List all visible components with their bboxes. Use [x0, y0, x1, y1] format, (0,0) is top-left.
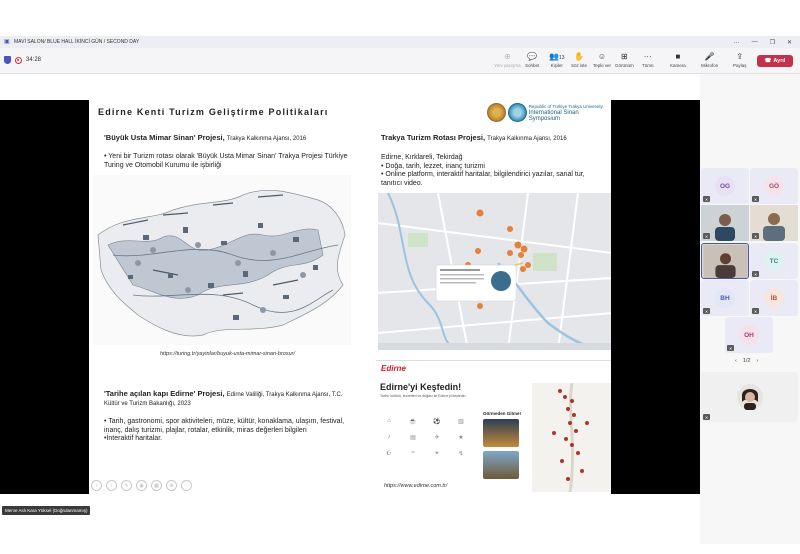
website-url: https://www.edirne.com.tr/: [384, 483, 448, 489]
muted-mic-icon: ✕: [753, 308, 758, 314]
participant-tile-tc[interactable]: [750, 243, 798, 279]
leave-label: Ayrıl: [773, 58, 786, 64]
pager-label: 1/2: [742, 358, 751, 364]
hotel-icon: ▤: [410, 434, 416, 441]
website-highlights: [483, 411, 531, 483]
avatar-tc: TC: [764, 251, 784, 271]
muted-mic-icon: ✕: [753, 196, 758, 202]
participant-tile-ib[interactable]: [750, 280, 798, 316]
share-tool[interactable]: [733, 52, 747, 68]
zoom-icon[interactable]: ⊕: [166, 480, 177, 491]
highlight-card-bridge: [483, 451, 519, 479]
minimize-button[interactable]: —: [751, 39, 758, 45]
faith-icon: ☪: [386, 450, 392, 457]
camera-icon: ■: [675, 52, 681, 61]
share-label: Paylaş: [733, 63, 747, 68]
right-top-body: [381, 154, 606, 188]
left-top-heading: [104, 133, 306, 142]
presenter-video-tile[interactable]: [701, 372, 798, 422]
mic-label: Mikrofon: [701, 63, 719, 68]
transport-icon: ✈: [434, 434, 440, 441]
food-icon: ☕: [409, 418, 417, 425]
avatar-og: OG: [715, 176, 735, 196]
left-bottom-heading-text: 'Tarihe açılan kapı Edirne' Projesi,: [104, 389, 225, 398]
avatar-go: GÖ: [764, 176, 784, 196]
raise-hand-label: Söz iste: [571, 63, 588, 68]
participant-tile-og[interactable]: [701, 168, 749, 204]
hand-icon: ✋: [574, 52, 584, 61]
edirne-website-screenshot: [376, 360, 611, 492]
more-icon: ···: [643, 52, 652, 61]
close-button[interactable]: ✕: [786, 39, 792, 46]
slide-title: Edirne Kenti Turizm Geliştirme Politikaları: [98, 107, 329, 117]
university-seal-logo: [487, 103, 506, 122]
right-top-heading-text: Trakya Turizm Rotası Projesi,: [381, 133, 486, 142]
people-glyph: 👥: [549, 52, 559, 61]
participant-video-3: [703, 245, 748, 278]
muted-mic-icon: ✕: [704, 196, 709, 202]
left-top-heading-source: Trakya Kalkınma Ajansı, 2016: [226, 136, 307, 142]
people-tool[interactable]: [549, 52, 565, 68]
window-title: MAVİ SALON/ BLUE HALL İKİNCİ GÜN / SECOND DAY: [14, 39, 140, 45]
logo-small-text: Republic of Türkiye Trakya University: [528, 103, 603, 109]
meeting-toolbar: [0, 48, 800, 74]
website-logo: Edirne: [381, 364, 406, 373]
participant-pager: [735, 358, 758, 364]
microphone-icon: 🎤: [704, 52, 715, 61]
history-icon: ⌂: [387, 418, 391, 424]
teams-app-icon: ▣: [4, 38, 10, 45]
left-bottom-body-2: •İnteraktif haritalar.: [104, 435, 163, 442]
smile-icon: ☺: [597, 52, 607, 61]
participant-tile-oh[interactable]: [725, 317, 773, 353]
mic-tool[interactable]: [701, 52, 718, 68]
people-label: Kişiler: [550, 63, 563, 68]
muted-mic-icon: ✕: [704, 308, 709, 314]
shield-icon: [4, 56, 11, 64]
slides-grid-icon[interactable]: ▦: [151, 480, 162, 491]
camera-tool[interactable]: [670, 52, 686, 68]
share-icon: ⇪: [736, 52, 744, 61]
presenter-name-label: Merve Aslı Kara Yüksel (Doğrulanmamış): [2, 506, 90, 515]
right-top-heading: [381, 133, 567, 142]
website-mini-map: [532, 383, 611, 492]
shared-slide: [89, 100, 611, 494]
raise-hand-tool[interactable]: [571, 52, 587, 68]
participant-tile-video-2[interactable]: [750, 205, 798, 241]
culture-icon: ♪: [387, 434, 391, 440]
dive-icon: ≈: [411, 450, 415, 456]
logo-big-text: International Sinan Symposium: [528, 109, 579, 122]
pager-next-button[interactable]: ›: [756, 358, 759, 364]
symposium-logo: [508, 103, 527, 122]
meeting-timer: 34:28: [26, 57, 42, 63]
next-slide-button[interactable]: ›: [106, 480, 117, 491]
muted-mic-icon: ✕: [704, 233, 709, 239]
title-bar: [0, 36, 800, 48]
symposium-logo-text: [529, 104, 611, 122]
new-message-label: Yeni yazışma: [494, 63, 521, 68]
previous-slide-button[interactable]: ‹: [91, 480, 102, 491]
chat-tool[interactable]: [525, 52, 539, 68]
website-subtitle: Tarihi, kültürü, lezzetleri ve doğası ile Edirne'yi keşfedin: [380, 394, 466, 398]
participant-tile-active-speaker[interactable]: [701, 243, 749, 279]
slide-controls: [91, 480, 192, 491]
website-heading: Edirne'yi Keşfedin!: [380, 382, 462, 392]
left-bottom-body-1: • Tarih, gastronomi, spor aktiviteleri, müze, kültür, konaklama, ulaşım, festival, inanç, dalış turizmi, plajlar, rotalar, etkinlik, miras değerleri bilgileri: [104, 418, 345, 434]
participant-tile-go[interactable]: [750, 168, 798, 204]
phone-icon: ☎: [764, 58, 772, 64]
restore-button[interactable]: ❐: [769, 39, 775, 46]
right-top-line-3: • Online platform, interaktif haritalar, bilgilendirici yazılar, sanal tur, tanıtıcı video.: [381, 171, 585, 187]
interactive-route-map: [378, 193, 611, 350]
beach-icon: ☀: [434, 450, 440, 457]
museum-icon: ▥: [458, 418, 464, 425]
grid-icon: ⊞: [621, 52, 628, 61]
sinan-route-illustration: [93, 175, 351, 345]
camera-label: Kamera: [670, 63, 686, 68]
view-label: Görünüm: [615, 63, 634, 68]
left-top-body: • Yeni bir Turizm rotası olarak 'Büyük Usta Mimar Sinan' Trakya Projesi Türkiye Turing ve Otomobil Kurumu ile işbirliği: [104, 153, 348, 169]
chat-label: Sohbet: [525, 63, 540, 68]
view-tool[interactable]: [615, 52, 634, 68]
window-controls: [734, 36, 792, 48]
recording-icon: [15, 57, 22, 64]
left-bottom-heading: [104, 389, 354, 407]
pager-prev-button[interactable]: ‹: [735, 358, 737, 364]
website-side-label: Görmeden Gitme!: [483, 411, 522, 416]
avatar-oh: OH: [739, 325, 759, 345]
sport-icon: ⚽: [433, 418, 441, 425]
more-label: Tümü: [642, 63, 654, 68]
participant-tile-bh[interactable]: [701, 280, 749, 316]
slide-more-icon[interactable]: ···: [181, 480, 192, 491]
react-tool[interactable]: [593, 52, 611, 68]
avatar-ib: İB: [764, 288, 784, 308]
people-icon: [549, 52, 565, 63]
right-top-line-2: • Doğa, tarih, lezzet, inanç turizmi: [381, 162, 485, 170]
new-message-tool[interactable]: [494, 52, 521, 68]
leave-button[interactable]: [757, 55, 793, 67]
right-top-line-1: Edirne, Kırklareli, Tekirdağ: [381, 154, 463, 161]
pen-icon[interactable]: ✎: [121, 480, 132, 491]
react-label: Tepki ver: [593, 63, 612, 68]
participant-tile-video-1[interactable]: [701, 205, 749, 241]
right-top-heading-source: Trakya Kalkınma Ajansı, 2016: [487, 136, 567, 142]
new-message-icon: ⊕: [503, 52, 511, 61]
festival-icon: ★: [458, 434, 464, 441]
muted-mic-icon: ✕: [704, 414, 709, 420]
laser-pointer-icon[interactable]: ◉: [136, 480, 147, 491]
left-bottom-body: [104, 418, 349, 444]
route-icon: ↯: [458, 450, 464, 457]
highlight-card-mosque: [483, 419, 519, 447]
window-more-button[interactable]: …: [733, 39, 740, 45]
avatar-bh: BH: [715, 288, 735, 308]
muted-mic-icon: ✕: [728, 345, 733, 351]
slide-logos: [487, 103, 611, 122]
left-top-heading-text: 'Büyük Usta Mimar Sinan' Projesi,: [104, 133, 225, 142]
website-category-icons: [382, 416, 472, 458]
left-top-url: https://turing.tr/yayinlar/buyuk-usta-mimar-sinan-brosur/: [160, 351, 296, 357]
muted-mic-icon: ✕: [753, 271, 758, 277]
left-bottom-heading-source: Edirne Valiliği, Trakya Kalkınma Ajansı, T.C. Kültür ve Turizm Bakanlığı, 2023: [104, 392, 343, 407]
muted-mic-icon: ✕: [753, 233, 758, 239]
chat-icon: 💬: [527, 52, 538, 61]
presenter-avatar: [737, 384, 763, 410]
meeting-status: [4, 56, 41, 64]
more-tool[interactable]: [642, 52, 654, 68]
people-count: 13: [558, 55, 565, 61]
